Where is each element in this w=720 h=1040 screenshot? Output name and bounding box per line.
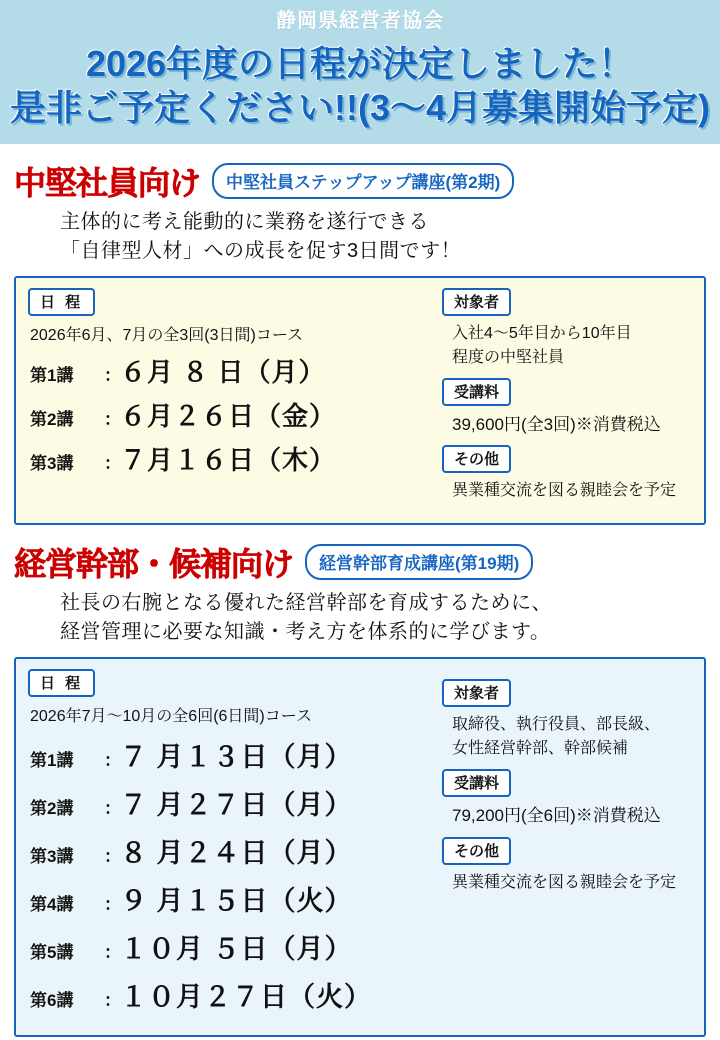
lecture-number: 第4講 <box>30 895 74 915</box>
section-1-lead-line-2: 「自律型人材」への成長を促す3日間です！ <box>60 239 462 262</box>
section-1-title-row <box>14 158 706 204</box>
section-2-target-text <box>452 713 692 761</box>
lecture-colon: ： <box>104 895 121 915</box>
lecture-date: ６月２６日（金） <box>120 400 337 431</box>
section-1-course-badge: 中堅社員ステップアップ講座(第2期) <box>212 163 514 199</box>
section-2-lecture-row <box>30 831 434 870</box>
section-2-other-block <box>442 837 692 895</box>
headline-line-1: 2026年度の日程が決定しました！ <box>85 43 635 84</box>
lecture-colon: ： <box>104 799 121 819</box>
section-1-schedule-column <box>28 288 434 512</box>
section-2-lead <box>14 589 706 647</box>
lecture-number: 第6講 <box>30 991 74 1011</box>
section-1-schedule-tag: 日 程 <box>28 288 95 316</box>
section-2-target-line-1: 取締役、執行役員、部長級、 <box>452 716 661 734</box>
section-2-lecture-row <box>30 975 434 1014</box>
lecture-number: 第2講 <box>30 799 74 819</box>
lecture-colon: ： <box>104 943 121 963</box>
lecture-colon: ： <box>104 409 121 429</box>
section-2-target-block <box>442 679 692 761</box>
section-1-title: 中堅社員向け <box>14 164 201 201</box>
lecture-colon: ： <box>104 365 121 385</box>
section-mid-level <box>0 158 720 526</box>
section-1-fee-block <box>442 378 692 438</box>
section-2-lecture-row <box>30 783 434 822</box>
section-1-target-tag: 対象者 <box>442 288 511 316</box>
lecture-colon: ： <box>104 847 121 867</box>
section-1-lead <box>14 208 706 266</box>
section-1-fee-tag: 受講料 <box>442 378 511 406</box>
lecture-date: ６月 ８ 日（月） <box>120 356 326 387</box>
lecture-number: 第1講 <box>30 751 74 771</box>
lecture-colon: ： <box>104 991 121 1011</box>
lecture-date: ７ 月１３日（月） <box>120 742 353 773</box>
section-executive <box>0 539 720 1037</box>
headline-block <box>0 36 720 144</box>
section-2-target-tag: 対象者 <box>442 679 511 707</box>
section-2-fee-text: 79,200円(全6回)※消費税込 <box>452 806 661 826</box>
lecture-date: ８ 月２４日（月） <box>120 838 353 869</box>
section-2-title: 経営幹部・候補向け <box>14 546 294 583</box>
lecture-date: １０月 ５日（月） <box>120 934 353 965</box>
section-2-lead-line-2: 経営管理に必要な知識・考え方を体系的に学びます。 <box>60 621 551 644</box>
lecture-date: ７月１６日（木） <box>120 444 337 475</box>
section-1-lecture-row <box>30 396 434 433</box>
lecture-date: １０月２７日（火） <box>120 982 372 1013</box>
section-1-target-line-1: 入社4〜5年目から10年目 <box>452 324 632 342</box>
section-2-title-row <box>14 539 706 585</box>
section-2-course-note: 2026年7月〜10月の全6回(6日間)コース <box>30 708 312 726</box>
section-1-lead-line-1: 主体的に考え能動的に業務を遂行できる <box>60 210 429 233</box>
section-2-lecture-row <box>30 927 434 966</box>
section-1-lecture-row <box>30 352 434 389</box>
section-1-info-box <box>14 276 706 526</box>
section-1-target-text <box>452 322 692 370</box>
section-1-details-column <box>434 288 692 512</box>
section-2-details-column <box>434 669 692 1023</box>
lecture-colon: ： <box>104 751 121 771</box>
section-1-other-tag: その他 <box>442 445 511 473</box>
organization-name: 静岡県経営者協会 <box>276 9 444 32</box>
lecture-number: 第5講 <box>30 943 74 963</box>
section-2-lecture-row <box>30 735 434 774</box>
lecture-number: 第3講 <box>30 453 74 473</box>
lecture-number: 第1講 <box>30 365 74 385</box>
section-2-fee-tag: 受講料 <box>442 769 511 797</box>
section-1-course-note: 2026年6月、7月の全3回(3日間)コース <box>30 326 304 344</box>
section-1-other-block <box>442 445 692 503</box>
section-1-lecture-row <box>30 440 434 477</box>
lecture-colon: ： <box>104 453 121 473</box>
section-2-lecture-row <box>30 879 434 918</box>
section-2-info-box <box>14 657 706 1037</box>
section-2-other-text: 異業種交流を図る親睦会を予定 <box>452 873 677 891</box>
section-1-other-text: 異業種交流を図る親睦会を予定 <box>452 482 677 500</box>
section-1-fee-text: 39,600円(全3回)※消費税込 <box>452 414 661 434</box>
section-2-schedule-tag: 日 程 <box>28 669 95 697</box>
section-1-target-line-2: 程度の中堅社員 <box>452 348 565 366</box>
organization-band <box>0 0 720 36</box>
section-2-fee-block <box>442 769 692 829</box>
section-1-target-block <box>442 288 692 370</box>
section-2-course-badge: 経営幹部育成講座(第19期) <box>305 544 533 580</box>
section-2-lead-line-1: 社長の右腕となる優れた経営幹部を育成するために、 <box>60 592 552 615</box>
lecture-date: ９ 月１５日（火） <box>120 886 353 917</box>
lecture-number: 第3講 <box>30 847 74 867</box>
lecture-date: ７ 月２７日（月） <box>120 790 353 821</box>
headline-line-2: 是非ご予定ください!!(3〜4月募集開始予定) <box>10 86 710 128</box>
section-2-target-line-2: 女性経営幹部、幹部候補 <box>452 740 629 758</box>
lecture-number: 第2講 <box>30 409 74 429</box>
section-2-schedule-column <box>28 669 434 1023</box>
section-2-other-tag: その他 <box>442 837 511 865</box>
